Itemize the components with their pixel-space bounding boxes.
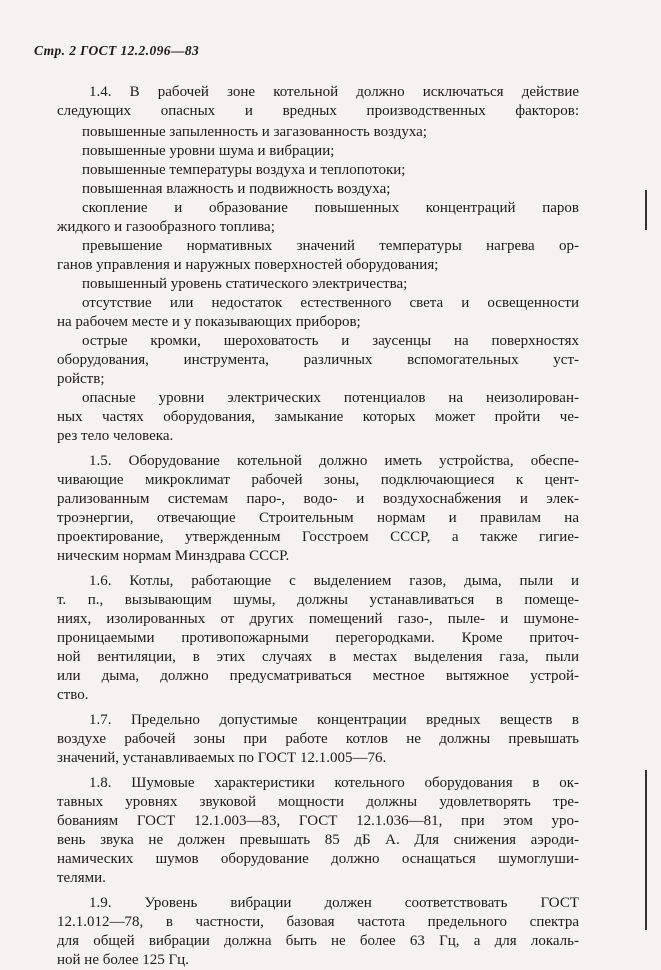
paragraph-1-6-line: ство. xyxy=(57,687,89,703)
margin-mark xyxy=(645,190,647,230)
paragraph-1-4-line: жидкого и газообразного топлива; xyxy=(57,219,275,235)
paragraph-1-9-line: ной не более 125 Гц. xyxy=(57,952,189,968)
paragraph-1-4-line: скопление и образование повышенных концентраций паров xyxy=(82,200,579,216)
paragraph-1-4-line: ных частях оборудования, замыкание которых может пройти че- xyxy=(57,409,579,425)
paragraph-1-8-line: 1.8. Шумовые характеристики котельного оборудования в ок- xyxy=(89,775,579,791)
paragraph-1-4-line: превышение нормативных значений температуры нагрева ор- xyxy=(82,238,579,254)
paragraph-1-4-line: отсутствие или недостаток естественного света и освещенности xyxy=(82,295,579,311)
paragraph-1-4-line: опасные уровни электрических потенциалов на неизолирован- xyxy=(82,390,579,406)
paragraph-1-7-line: 1.7. Предельно допустимые концентрации вредных веществ в xyxy=(89,712,579,728)
paragraph-1-9-line: для общей вибрации должна быть не более 63 Гц, а для локаль- xyxy=(57,933,579,949)
paragraph-1-4-line: на рабочем месте и у показывающих приборов; xyxy=(57,314,361,330)
paragraph-1-4-line: повышенная влажность и подвижность воздуха; xyxy=(82,181,391,197)
paragraph-1-4-line: рез тело человека. xyxy=(57,428,174,444)
paragraph-1-4-line: повышенный уровень статического электричества; xyxy=(82,276,408,292)
paragraph-1-4-line: ройств; xyxy=(57,371,105,387)
paragraph-1-6-line: ниях, изолированных от других помещений газо-, пыле- и шумоне- xyxy=(57,611,579,627)
paragraph-1-4-line: следующих опасных и вредных производственных факторов: xyxy=(57,103,579,119)
paragraph-1-6-line: т. п., вызывающим шумы, должны устанавливаться в помеще- xyxy=(57,592,579,608)
paragraph-1-8-line: намических шумов оборудование должно оснащаться шумоглуши- xyxy=(57,851,579,867)
paragraph-1-4-line: острые кромки, шероховатость и заусенцы на поверхностях xyxy=(82,333,579,349)
paragraph-1-5-line: 1.5. Оборудование котельной должно иметь устройства, обеспе- xyxy=(89,453,579,469)
margin-mark xyxy=(645,770,647,930)
paragraph-1-5-line: чивающие микроклимат рабочей зоны, подключающиеся к цент- xyxy=(57,472,579,488)
paragraph-1-6-line: или дыма, должно предусматриваться местное вытяжное устрой- xyxy=(57,668,579,684)
paragraph-1-5-line: троэнергии, отвечающие Строительным нормам и правилам на xyxy=(57,510,579,526)
paragraph-1-6-line: 1.6. Котлы, работающие с выделением газов, дыма, пыли и xyxy=(89,573,579,589)
paragraph-1-8-line: телями. xyxy=(57,870,106,886)
paragraph-1-7-line: значений, устанавливаемых по ГОСТ 12.1.005—76. xyxy=(57,750,387,766)
paragraph-1-5-line: рализованным системам паро-, водо- и воздухоснабжения и элек- xyxy=(57,491,579,507)
paragraph-1-8-line: тавных уровнях звуковой мощности должны удовлетворять тре- xyxy=(57,794,579,810)
paragraph-1-5-line: проектирование, утвержденным Госстроем СССР, а также гигие- xyxy=(57,529,579,545)
paragraph-1-6-line: ной вентиляции, в этих случаях в местах выделения газа, пыли xyxy=(57,649,579,665)
page-header: Стр. 2 ГОСТ 12.2.096—83 xyxy=(34,43,200,58)
paragraph-1-9-line: 12.1.012—78, в частности, базовая частота предельного спектра xyxy=(57,914,579,930)
paragraph-1-4-line: повышенные уровни шума и вибрации; xyxy=(82,143,335,159)
paragraph-1-8-line: бованиям ГОСТ 12.1.003—83, ГОСТ 12.1.036—81, при этом уро- xyxy=(57,813,579,829)
paragraph-1-6-line: проницаемыми противопожарными перегородками. Кроме приточ- xyxy=(57,630,579,646)
paragraph-1-4-line: повышенные запыленность и загазованность воздуха; xyxy=(82,124,427,140)
paragraph-1-8-line: вень звука не должен превышать 85 дБ А. Для снижения аэроди- xyxy=(57,832,579,848)
paragraph-1-7-line: воздухе рабочей зоны при работе котлов не должны превышать xyxy=(57,731,579,747)
paragraph-1-9-line: 1.9. Уровень вибрации должен соответствовать ГОСТ xyxy=(89,895,579,911)
paragraph-1-4-line: оборудования, инструмента, различных вспомогательных уст- xyxy=(57,352,579,368)
paragraph-1-4-line: повышенные температуры воздуха и теплопотоки; xyxy=(82,162,406,178)
paragraph-1-5-line: ническим нормам Минздрава СССР. xyxy=(57,548,290,564)
paragraph-1-4-line: 1.4. В рабочей зоне котельной должно исключаться действие xyxy=(89,84,579,100)
paragraph-1-4-line: ганов управления и наружных поверхностей оборудования; xyxy=(57,257,439,273)
